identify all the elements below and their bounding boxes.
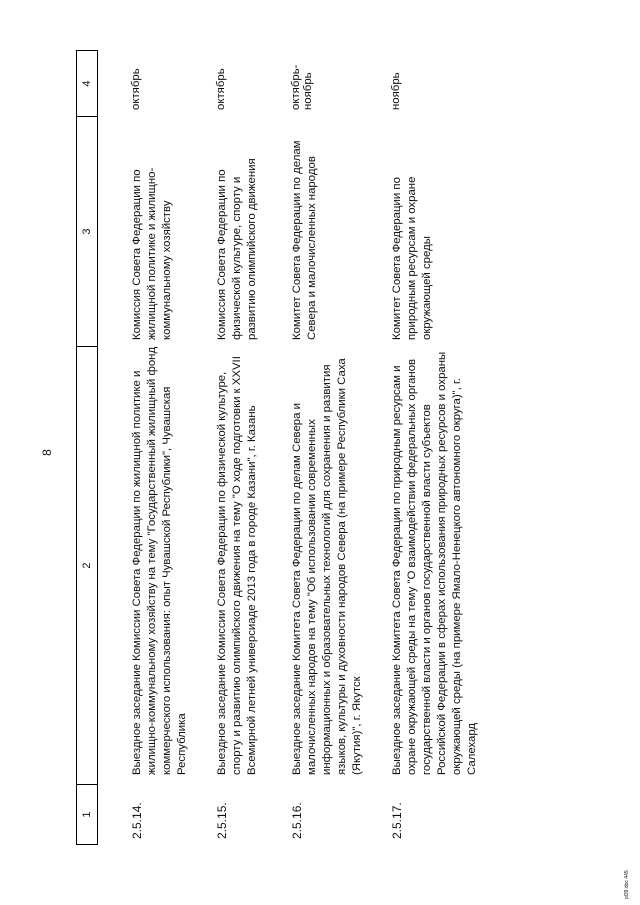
page-number: 8 [40, 449, 54, 456]
event-term: октябрь [215, 68, 227, 110]
row-number: 2.5.14. [130, 802, 144, 839]
responsible-body: Комиссия Совета Федерации по жилищной политике и жилищно-коммунальному хозяйству [131, 167, 173, 340]
column-header-4: 4 [81, 80, 93, 87]
event-term: октябрь [130, 68, 142, 110]
column-header-1: 1 [77, 784, 97, 844]
responsible-body: Комитет Совета Федерации по делам Севера и малочисленных народов [291, 140, 318, 340]
responsible-body: Комитет Совета Федерации по природным ресурсам и охране окружающей среды [391, 176, 433, 340]
event-description: Выездное заседание Комиссии Совета Федерации по жилищной политике и жилищно-коммунальному хозяйству на тему "Государственный жилищный фонд коммерческого использования: опыт Чувашской Республики", Чувашская Республика [131, 346, 188, 775]
row-number: 2.5.15. [215, 802, 229, 839]
column-header-2: 2 [77, 346, 97, 784]
event-description: Выездное заседание Комиссии Совета Федерации по физической культуре, спорту и развитию олимпийского движения на тему "О ходе подготовки к XXVII Всемирной летней универсиаде 2013 года в городе Казани", г. Казань [216, 356, 258, 775]
column-header-3: 3 [77, 116, 97, 346]
event-term: ноябрь [390, 72, 402, 110]
table-header [76, 50, 98, 845]
footer-file-code: pl39.doc 445 [624, 870, 630, 899]
event-description: Выездное заседание Комитета Совета Федерации по природным ресурсам и охране окружающей среды на тему "О взаимодействии федеральных органов государственной власти и органов государственной власти субъектов Российской Федерации в сферах использования природных ресурсов и охраны окружающей среды (на примере Ямало-Ненецкого автономного округа)", г. Салехард [391, 351, 478, 775]
row-number: 2.5.16. [290, 802, 304, 839]
event-term: октябрь-ноябрь [290, 64, 314, 110]
responsible-body: Комиссия Совета Федерации по физической культуре, спорту и развитию олимпийского движения [216, 158, 258, 340]
row-number: 2.5.17. [390, 802, 404, 839]
event-description: Выездное заседание Комитета Совета Федерации по делам Севера и малочисленных народов на тему "Об использовании современных информационных и образовательных технологий для сохранения и развития языков, культуры и духовности народов Севера (на примере Республики Саха (Якутия)", г. Якутск [291, 358, 363, 775]
